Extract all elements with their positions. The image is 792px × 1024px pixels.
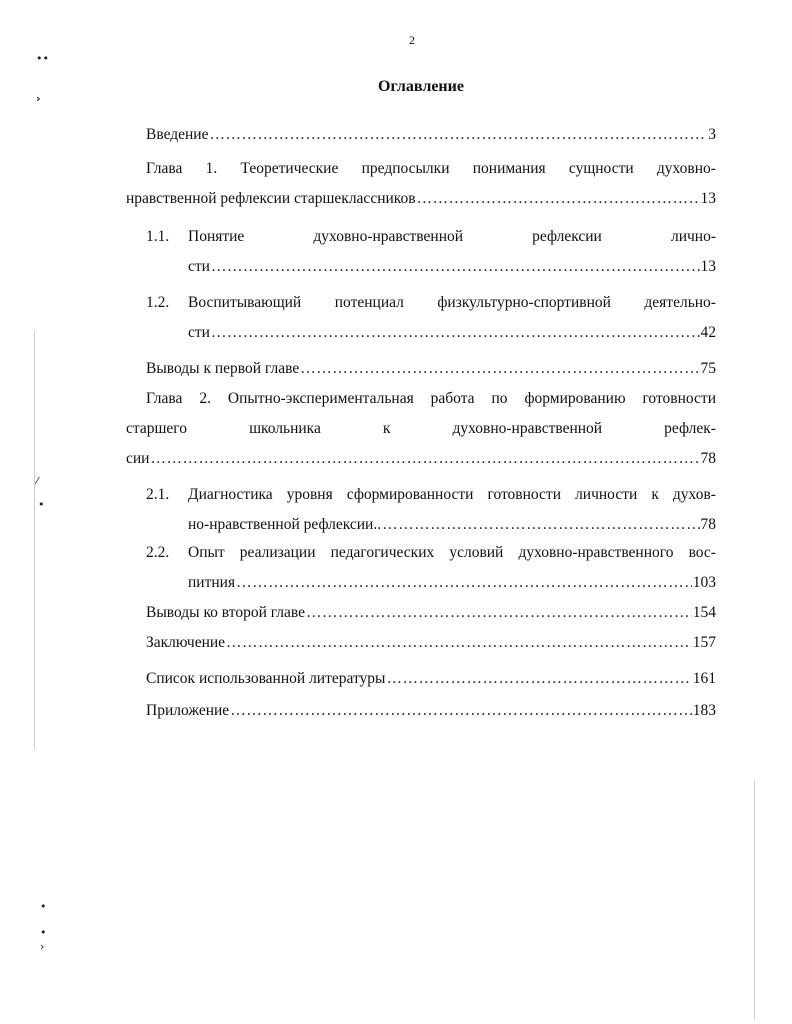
toc-s22-line1[interactable] (188, 542, 716, 564)
word: школьника (249, 420, 321, 437)
toc-label: Приложение (146, 702, 230, 719)
dot-leader (150, 448, 699, 470)
toc-page: 154 (692, 604, 716, 621)
word: педагогических (330, 544, 435, 561)
toc-page: 13 (700, 190, 716, 207)
toc-label: но-нравственной рефлексии.. (188, 516, 382, 533)
toc-page: 75 (700, 360, 716, 377)
toc-s12-line2[interactable] (188, 322, 716, 344)
word: Опытно-экспериментальная (227, 390, 414, 407)
toc-entry-conclusion[interactable] (146, 632, 716, 654)
scan-artifact: › (40, 940, 45, 953)
toc-chapter2-line2[interactable] (126, 418, 716, 440)
word: понимания (472, 160, 546, 177)
word: сущности (568, 160, 634, 177)
toc-label: Список использованной литературы (146, 670, 386, 687)
toc-label: Выводы к первой главе (146, 360, 300, 377)
toc-chapter1-line1[interactable] (146, 158, 716, 180)
toc-page: 157 (692, 634, 716, 651)
toc-page: 103 (692, 574, 716, 591)
word: лично- (670, 228, 716, 245)
word: личности (575, 486, 638, 503)
dot-leader (209, 124, 707, 146)
dot-leader (306, 602, 692, 624)
word: по (491, 390, 508, 407)
scan-edge-line (34, 330, 35, 750)
toc-entry-conclusions1[interactable] (146, 358, 716, 380)
word: готовности (642, 390, 716, 407)
toc-s21-line2[interactable] (188, 514, 716, 536)
word: духовно-нравственной (313, 228, 464, 245)
word: уровня (286, 486, 333, 503)
scan-artifact: › (36, 92, 41, 105)
scan-artifact: • (38, 498, 45, 511)
word: условий (449, 544, 504, 561)
toc-s11-line2[interactable] (188, 256, 716, 278)
word: потенциал (334, 294, 404, 311)
word: духовно- (656, 160, 716, 177)
toc-page: 42 (700, 324, 716, 341)
word: Опыт (188, 544, 225, 561)
dot-leader (417, 188, 700, 210)
word: рефлек- (664, 420, 716, 437)
word: работа (430, 390, 475, 407)
toc-chapter1-line2[interactable] (126, 188, 716, 210)
toc-s21-line1[interactable] (188, 484, 716, 506)
word: 2. (199, 390, 211, 407)
word: духовно-нравственной (452, 420, 603, 437)
word: реализации (239, 544, 316, 561)
toc-page: 78 (700, 516, 716, 533)
toc-page: 78 (700, 450, 716, 467)
toc-entry-conclusions2[interactable] (146, 602, 716, 624)
toc-entry-references[interactable] (146, 668, 716, 690)
page-title: Оглавление (378, 78, 464, 95)
word: старшего (126, 420, 188, 437)
page-number: 2 (409, 33, 415, 47)
toc-entry-appendix[interactable] (146, 700, 716, 722)
dot-leader (230, 700, 692, 722)
word: Воспитывающий (188, 294, 302, 311)
word: Глава (146, 160, 183, 177)
word: к (651, 486, 659, 503)
word: сформированности (346, 486, 474, 503)
scan-artifact: ⁄ (36, 475, 38, 488)
dot-leader (226, 632, 692, 654)
toc-s12-line1[interactable] (188, 292, 716, 314)
dot-leader (386, 668, 691, 690)
section-number: 2.2. (146, 544, 170, 561)
word: физкультурно-спортивной (437, 294, 611, 311)
toc-page: 13 (700, 258, 716, 275)
dot-leader (300, 358, 699, 380)
word: рефлексии (532, 228, 602, 245)
word: формированию (524, 390, 626, 407)
toc-label: Введение (146, 126, 209, 143)
word: 1. (205, 160, 218, 177)
toc-chapter2-line1[interactable] (146, 388, 716, 410)
toc-label: сти (188, 258, 210, 275)
section-number: 1.1. (146, 228, 170, 245)
section-number: 1.2. (146, 294, 170, 311)
toc-label: нравственной рефлексии старшеклассников (126, 190, 416, 207)
word: предпосылки (361, 160, 450, 177)
dot-leader (211, 322, 700, 344)
word: Теоретические (240, 160, 339, 177)
dot-leader (211, 256, 700, 278)
word: Понятие (188, 228, 245, 245)
scan-artifact: • (40, 900, 47, 913)
toc-label: питния (188, 574, 236, 591)
toc-label: сии (126, 450, 150, 467)
toc-page: 3 (708, 126, 716, 143)
scan-artifact: •• (36, 52, 49, 65)
toc-label: Выводы ко второй главе (146, 604, 306, 621)
word: Диагностика (188, 486, 273, 503)
toc-page: 161 (692, 670, 716, 687)
word: духов- (672, 486, 716, 503)
word: готовности (487, 486, 562, 503)
toc-label: Заключение (146, 634, 226, 651)
toc-chapter2-line3[interactable] (126, 448, 716, 470)
toc-label: сти (188, 324, 210, 341)
scan-artifact: • (40, 926, 47, 939)
toc-s11-line1[interactable] (188, 226, 716, 248)
word: деятельно- (644, 294, 716, 311)
word: духовно-нравственного (518, 544, 674, 561)
word: вос- (688, 544, 716, 561)
dot-leader (236, 572, 692, 594)
scan-edge-line (754, 780, 755, 1020)
toc-entry-intro[interactable] (146, 124, 716, 146)
dot-leader (382, 514, 699, 536)
toc-s22-line2[interactable] (188, 572, 716, 594)
toc-page: 183 (692, 702, 716, 719)
section-number: 2.1. (146, 486, 170, 503)
word: к (382, 420, 391, 437)
word: Глава (146, 390, 183, 407)
